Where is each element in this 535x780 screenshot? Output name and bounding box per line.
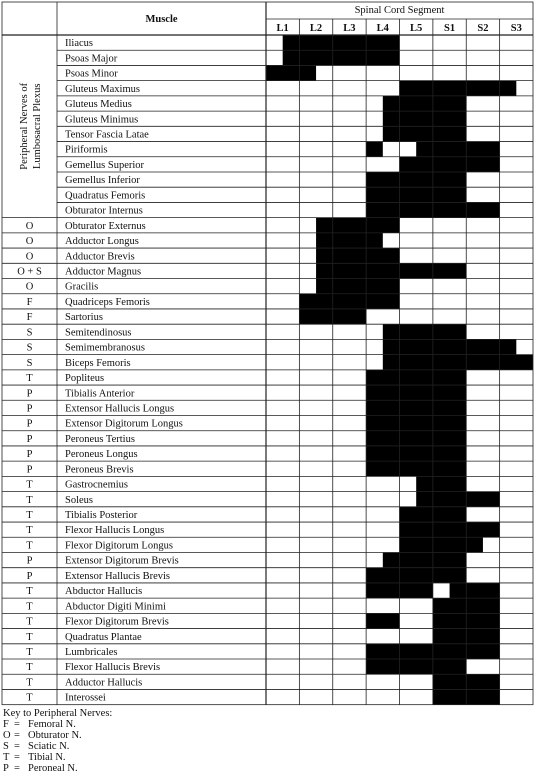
muscle-name-gemellus-inferior: Gemellus Inferior	[65, 175, 140, 187]
muscle-name-extensor-hallucis-brevis: Extensor Hallucis Brevis	[65, 570, 170, 582]
muscle-name-popliteus: Popliteus	[65, 373, 105, 385]
muscle-name-biceps-femoris: Biceps Femoris	[65, 357, 131, 369]
muscle-name-peroneus-longus: Peroneus Longus	[65, 449, 138, 461]
nerve-code-adductor-magnus: O + S	[17, 266, 42, 278]
key-nerve-name: Tibial N.	[28, 752, 66, 763]
nerve-code-peroneus-brevis: P	[26, 464, 33, 476]
key-nerve-name: Obturator N.	[28, 730, 82, 741]
shade-bar-semimembranosus	[383, 339, 517, 354]
shade-bar-peroneus-longus	[366, 446, 466, 461]
key-code: O	[3, 730, 11, 741]
shade-bar-piriformis-2	[416, 142, 499, 157]
muscle-name-flexor-hallucis-longus: Flexor Hallucis Longus	[65, 525, 165, 537]
key-equals: =	[14, 730, 20, 741]
shade-bar-gemellus-inferior	[366, 172, 466, 187]
segment-label-l4: L4	[376, 23, 389, 34]
muscle-name-extensor-digitorum-brevis: Extensor Digitorum Brevis	[65, 555, 179, 567]
muscle-name-tensor-fascia-latae: Tensor Fascia Latae	[65, 129, 149, 141]
muscle-name-peroneus-tertius: Peroneus Tertius	[65, 433, 135, 445]
muscle-name-gemellus-superior: Gemellus Superior	[65, 159, 145, 171]
nerve-code-adductor-hallucis: T	[26, 677, 33, 689]
muscle-name-semimembranosus: Semimembranosus	[65, 342, 145, 354]
key-item-femoral-n	[3, 719, 112, 730]
shade-bar-gastrocnemius	[416, 476, 466, 491]
segment-label-l2: L2	[309, 23, 323, 34]
muscle-name-adductor-brevis: Adductor Brevis	[65, 251, 135, 263]
nerve-code-peroneus-longus: P	[26, 449, 33, 461]
key-code: F	[3, 719, 9, 730]
nerve-code-gracilis: O	[25, 281, 34, 293]
shade-bar-soleus	[416, 492, 499, 507]
side-label-line1: Peripheral Nerves of	[19, 82, 31, 170]
key-equals: =	[14, 763, 20, 774]
shade-bar-psoas-major	[283, 50, 400, 65]
key-equals: =	[14, 741, 20, 752]
muscle-name-flexor-digitorum-longus: Flexor Digitorum Longus	[65, 540, 173, 552]
shade-bar-gemellus-superior	[400, 157, 500, 172]
muscle-name-tibialis-anterior: Tibialis Anterior	[65, 388, 135, 400]
muscle-name-psoas-minor: Psoas Minor	[65, 68, 118, 80]
shade-bar-gluteus-maximus	[400, 81, 517, 96]
key-nerve-name: Peroneal N.	[28, 763, 78, 774]
nerve-code-quadratus-plantae: T	[26, 631, 33, 643]
muscle-name-psoas-major: Psoas Major	[65, 53, 118, 65]
segment-label-s3: S3	[510, 23, 522, 34]
key-code: P	[3, 763, 9, 774]
muscle-name-adductor-magnus: Adductor Magnus	[65, 266, 142, 278]
muscle-name-flexor-digitorum-brevis: Flexor Digitorum Brevis	[65, 616, 169, 628]
shade-bar-extensor-digitorum-longus	[366, 416, 466, 431]
key-item-tibial-n	[3, 752, 112, 763]
nerve-code-tibialis-posterior: T	[26, 510, 33, 522]
nerve-code-gastrocnemius: T	[26, 479, 33, 491]
muscle-name-gastrocnemius: Gastrocnemius	[65, 479, 128, 491]
nerve-code-adductor-brevis: O	[25, 251, 34, 263]
key-item-sciatic-n	[3, 741, 112, 752]
muscle-name-extensor-hallucis-longus: Extensor Hallucis Longus	[65, 403, 175, 415]
shade-bar-obturator-externus	[316, 218, 399, 233]
muscle-name-soleus: Soleus	[65, 494, 94, 506]
shade-bar-tensor-fascia-latae	[383, 126, 466, 141]
shade-bar-adductor-brevis	[316, 248, 399, 263]
nerve-code-biceps-femoris: S	[26, 357, 33, 369]
muscle-name-gluteus-maximus: Gluteus Maximus	[65, 83, 140, 95]
nerve-code-peroneus-tertius: P	[26, 433, 33, 445]
muscle-name-gracilis: Gracilis	[65, 281, 99, 293]
shade-bar-peroneus-brevis	[366, 461, 466, 476]
nerve-code-popliteus: T	[26, 373, 33, 385]
nerve-code-interossei: T	[26, 692, 33, 704]
muscle-name-lumbricales: Lumbricales	[65, 647, 118, 658]
muscle-name-iliacus: Iliacus	[65, 38, 93, 50]
shade-bar-extensor-digitorum-brevis	[383, 552, 466, 567]
nerve-code-abductor-digiti-minimi: T	[26, 601, 33, 613]
muscle-name-extensor-digitorum-longus: Extensor Digitorum Longus	[65, 418, 183, 430]
shade-bar-flexor-digitorum-longus	[400, 537, 483, 552]
nerve-code-adductor-longus: O	[25, 236, 34, 248]
muscle-name-quadratus-plantae: Quadratus Plantae	[65, 631, 142, 643]
shade-bar-gluteus-minimus	[383, 111, 466, 126]
nerve-code-abductor-hallucis: T	[26, 586, 33, 598]
key-equals: =	[14, 752, 20, 763]
key-code: S	[3, 741, 9, 752]
nerve-code-flexor-hallucis-longus: T	[26, 525, 33, 537]
nerve-code-extensor-digitorum-longus: P	[26, 418, 33, 430]
key-item-obturator-n	[3, 730, 112, 741]
shade-bar-tibialis-anterior	[366, 385, 466, 400]
muscle-name-gluteus-medius: Gluteus Medius	[65, 99, 132, 111]
muscle-name-obturator-internus: Obturator Internus	[65, 205, 143, 217]
nerve-code-sartorius: F	[26, 312, 33, 324]
key-equals: =	[14, 719, 20, 730]
nerve-code-extensor-hallucis-brevis: P	[26, 570, 33, 582]
nerve-code-extensor-hallucis-longus: P	[26, 403, 33, 415]
muscle-name-gluteus-minimus: Gluteus Minimus	[65, 114, 139, 126]
shade-bar-flexor-digitorum-brevis-1	[366, 613, 399, 628]
muscle-name-interossei: Interossei	[65, 692, 106, 704]
key-title: Key to Peripheral Nerves:	[3, 708, 113, 719]
key-nerve-name: Femoral N.	[28, 719, 76, 730]
shade-bar-peroneus-tertius	[366, 431, 466, 446]
muscle-name-peroneus-brevis: Peroneus Brevis	[65, 464, 134, 476]
header-muscle: Muscle	[145, 14, 178, 25]
muscle-name-quadratus-femoris: Quadratus Femoris	[65, 190, 146, 202]
shade-bar-gracilis	[316, 279, 399, 294]
segment-label-l1: L1	[276, 23, 289, 34]
nerve-code-semimembranosus: S	[26, 342, 33, 354]
shade-bar-adductor-longus	[316, 233, 383, 248]
header-spinal-cord-segment: Spinal Cord Segment	[354, 5, 445, 16]
shade-bar-abductor-hallucis-2	[450, 583, 500, 598]
segment-label-l5: L5	[410, 23, 423, 34]
shade-bar-quadriceps-femoris	[299, 294, 399, 309]
muscle-name-quadriceps-femoris: Quadriceps Femoris	[65, 296, 150, 308]
muscle-name-piriformis: Piriformis	[65, 144, 108, 156]
nerve-key	[3, 708, 112, 774]
muscle-name-adductor-longus: Adductor Longus	[65, 236, 139, 248]
segment-label-s2: S2	[477, 23, 489, 34]
nerve-code-obturator-externus: O	[25, 220, 34, 232]
nerve-code-tibialis-anterior: P	[26, 388, 33, 400]
shade-bar-gluteus-medius	[383, 96, 466, 111]
shade-bar-semitendinosus	[383, 324, 466, 339]
shade-bar-flexor-hallucis-brevis	[366, 659, 466, 674]
shade-bar-piriformis-1	[366, 142, 383, 157]
muscle-name-tibialis-posterior: Tibialis Posterior	[65, 510, 138, 522]
shade-bar-biceps-femoris	[383, 355, 533, 370]
key-code: T	[3, 752, 10, 763]
muscle-name-adductor-hallucis: Adductor Hallucis	[65, 677, 143, 689]
shade-bar-quadratus-femoris	[366, 187, 466, 202]
shade-bar-popliteus	[366, 370, 466, 385]
shade-bar-flexor-hallucis-longus	[400, 522, 500, 537]
shade-bar-extensor-hallucis-longus	[366, 400, 466, 415]
nerve-code-quadriceps-femoris: F	[26, 296, 33, 308]
muscle-name-sartorius: Sartorius	[65, 312, 103, 324]
muscle-name-flexor-hallucis-brevis: Flexor Hallucis Brevis	[65, 662, 161, 674]
nerve-code-flexor-digitorum-brevis: T	[26, 616, 33, 628]
key-item-peroneal-n	[3, 763, 112, 774]
key-list	[3, 719, 112, 774]
nerve-code-flexor-hallucis-brevis: T	[26, 662, 33, 674]
nerve-code-lumbricales: T	[26, 647, 33, 658]
muscle-name-semitendinosus: Semitendinosus	[65, 327, 132, 339]
side-label-line2: Lumbosacral Plexus	[32, 83, 44, 170]
muscle-name-abductor-hallucis: Abductor Hallucis	[65, 586, 143, 598]
segment-label-s1: S1	[444, 23, 456, 34]
nerve-code-soleus: T	[26, 494, 33, 506]
muscle-name-abductor-digiti-minimi: Abductor Digiti Minimi	[65, 601, 166, 613]
key-nerve-name: Sciatic N.	[28, 741, 70, 752]
nerve-code-flexor-digitorum-longus: T	[26, 540, 33, 552]
muscle-name-obturator-externus: Obturator Externus	[65, 220, 146, 232]
shade-bar-iliacus	[283, 35, 400, 50]
segment-label-l3: L3	[343, 23, 356, 34]
shade-bar-extensor-hallucis-brevis	[366, 568, 466, 583]
shade-bar-adductor-magnus	[316, 263, 466, 278]
shade-bar-psoas-minor	[266, 65, 316, 80]
nerve-code-semitendinosus: S	[26, 327, 33, 339]
nerve-code-extensor-digitorum-brevis: P	[26, 555, 33, 567]
